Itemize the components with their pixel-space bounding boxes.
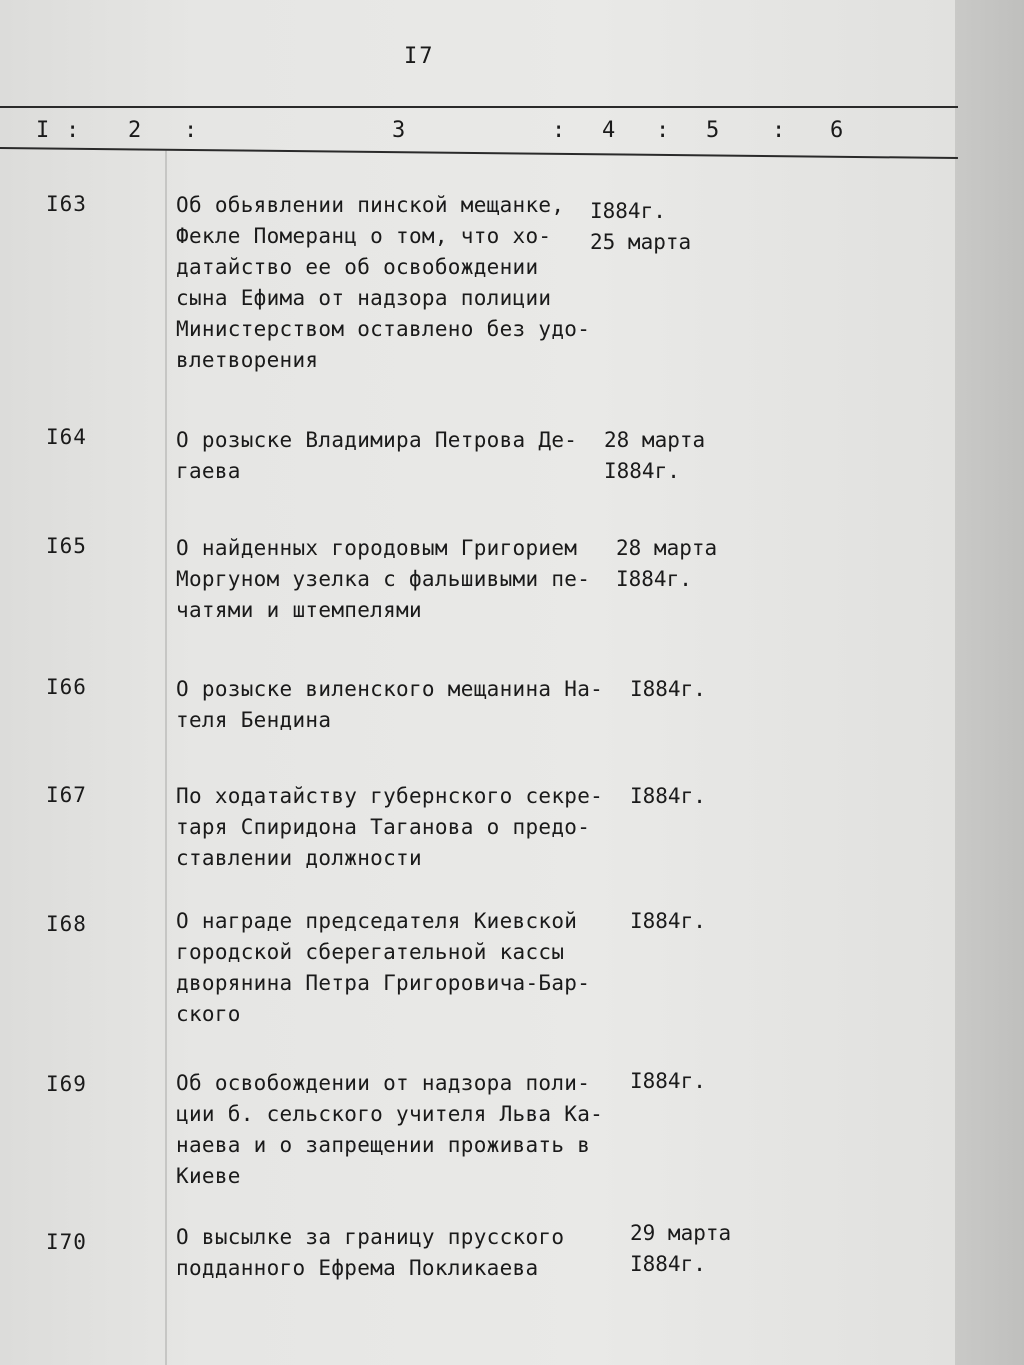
column-separator: : [656,118,670,143]
row-number: I67 [46,783,87,807]
row-number: I64 [46,425,87,449]
row-date: I884г. [630,1069,706,1093]
row-title: О награде председателя Киевской городской сберегательной кассы дворянина Петра Григоровича-Бар- ского [176,909,591,1026]
row-date: I884г. 25 марта [590,199,692,254]
column-header-6: 6 [830,118,844,143]
row-number: I69 [46,1072,87,1096]
header-rule-top [0,106,958,108]
row-date: I884г. [630,677,706,701]
page-edge-shadow [955,0,1024,1365]
row-number: I66 [46,675,87,699]
row-title: О розыске виленского мещанина На- теля Бендина [176,677,604,732]
column-header-1: I [36,118,50,143]
column-header-2: 2 [128,118,142,143]
page-number: I7 [404,44,435,69]
column-separator: : [184,118,198,143]
row-number: I63 [46,192,87,216]
column-header-3: 3 [392,118,406,143]
row-title: Об освобождении от надзора поли- ции б. сельского учителя Льва Ка- наева и о запрещении проживать в Киеве [176,1071,604,1188]
column-separator: : [772,118,786,143]
row-title: Об обьявлении пинской мещанке, Фекле Померанц о том, что хо- датайство ее об освобождении сына Ефима от надзора полиции Министерством оставлено без удо- влетворения [176,193,591,372]
row-date: I884г. [630,909,706,933]
column-header-4: 4 [602,118,616,143]
row-date: 28 марта I884г. [604,428,706,483]
column-divider [165,150,167,1365]
row-title: По ходатайству губернского секре- таря Спиридона Таганова о предо- ставлении должности [176,784,604,870]
column-separator: : [66,118,80,143]
row-title: О найденных городовым Григорием Моргуном узелка с фальшивыми пе- чатями и штемпелями [176,536,591,622]
row-title: О высылке за границу прусского подданного Ефрема Покликаева [176,1225,565,1280]
column-header-5: 5 [706,118,720,143]
row-number: I68 [46,912,87,936]
row-date: I884г. [630,784,706,808]
row-title: О розыске Владимира Петрова Де- гаева [176,428,578,483]
row-number: I65 [46,534,87,558]
row-date: 28 марта I884г. [616,536,718,591]
column-separator: : [552,118,566,143]
row-number: I70 [46,1230,87,1254]
row-date: 29 марта I884г. [630,1221,732,1276]
